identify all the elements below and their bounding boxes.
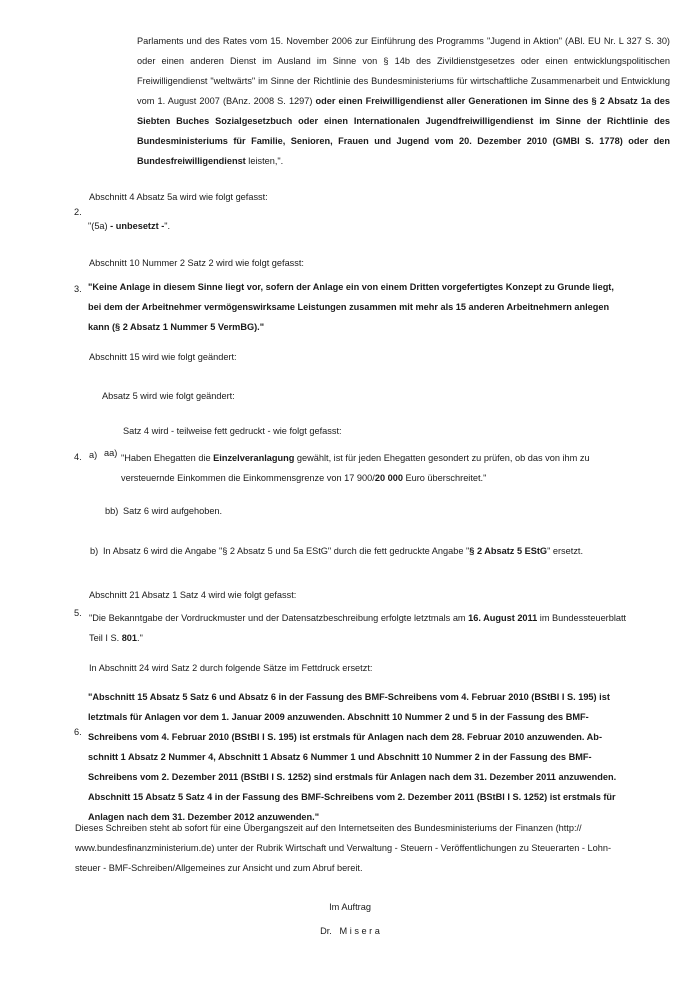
item-4-subheader: Absatz 5 wird wie folgt geändert: — [102, 391, 235, 401]
item-4-content-bb: Satz 6 wird aufgehoben. — [123, 506, 223, 516]
item-4-marker-b: b) — [90, 546, 99, 556]
item-4-number: 4. — [74, 452, 82, 462]
item-5-header: Abschnitt 21 Absatz 1 Satz 4 wird wie folgt gefasst: — [89, 590, 297, 600]
item-5-content: "Die Bekanntgabe der Vordruckmuster und der Datensatzbeschreibung erfolgte letztmals am 16. August 2011 im Bundessteuerblatt Teil I S. 801." — [89, 613, 627, 643]
item-4-marker-aa: aa) — [104, 448, 118, 458]
item-2-content: "(5a) - unbesetzt -". — [88, 221, 171, 231]
item-4-marker-a: a) — [89, 450, 98, 460]
item-6-header: In Abschnitt 24 wird Satz 2 durch folgende Sätze im Fettdruck ersetzt: — [89, 663, 373, 673]
item-5-number: 5. — [74, 608, 82, 618]
item-2-header: Abschnitt 4 Absatz 5a wird wie folgt gefasst: — [89, 192, 268, 202]
item-4-header: Abschnitt 15 wird wie folgt geändert: — [89, 352, 237, 362]
intro-paragraph: Parlaments und des Rates vom 15. November 2006 zur Einführung des Programms "Jugend in Aktion" (ABl. EU Nr. L 327 S. 30) oder einen anderen Dienst im Ausland im Sinne von § 14b des Zivildienstgesetzes oder einen entwicklungspolitischen Freiwilligendienst "weltwärts" im Sinne der Richtlinie des Bundesministeriums für wirtschaftliche Zusammenarbeit und Entwicklung vom 1. August 2007 (BAnz. 2008 S. 1297) oder einen Freiwilligendienst aller Generationen im Sinne des § 2 Absatz 1a des Siebten Buches Sozialgesetzbuch oder einen Internationalen Jugendfreiwilligendienst im Sinne der Richtlinie des Bundesministeriums für Familie, Senioren, Frauen und Jugend vom 20. Dezember 2010 (GMBl S. 1778) oder den Bundesfreiwilligendienst leisten,". — [137, 36, 670, 166]
item-4-row-bb — [105, 501, 645, 521]
on-behalf-line: Im Auftrag — [329, 902, 371, 912]
item-2-number: 2. — [74, 207, 82, 217]
availability-paragraph: Dieses Schreiben steht ab sofort für eine Übergangszeit auf den Internetseiten des Bundesministeriums der Finanzen (http://​www.bundesfinanzministerium.de) unter der Rubrik Wirtschaft und Verwaltung - Steuern - Veröffentlichungen zu Steuerarten - Lohnsteuer - BMF-Schreiben/Allgemeines zur Ansicht und zum Abruf bereit. — [75, 823, 612, 873]
item-4-row-b — [90, 541, 650, 561]
item-4-subsubheader: Satz 4 wird - teilweise fett gedruckt - wie folgt gefasst: — [123, 426, 342, 436]
item-4-content-aa: "Haben Ehegatten die Einzelveranlagung gewählt, ist für jeden Ehegatten gesondert zu prüfen, ob das von ihm zu versteuernde Einkommen die Einkommensgrenze von 17 900/20 000 Euro überschreitet." — [121, 453, 590, 483]
item-4-content-b: In Absatz 6 wird die Angabe "§ 2 Absatz 5 und 5a EStG" durch die fett gedruckte Angabe "§ 2 Absatz 5 EStG" ersetzt. — [103, 546, 584, 556]
item-3-header: Abschnitt 10 Nummer 2 Satz 2 wird wie folgt gefasst: — [89, 258, 304, 268]
signature-line: Dr. M i s e r a — [320, 926, 380, 936]
item-3-content: "Keine Anlage in diesem Sinne liegt vor, sofern der Anlage ein von einem Dritten vorgefertigtes Konzept zu Grunde liegt, bei dem der Arbeitnehmer vermögenswirksame Leistungen zusammen mit mehr als 15 anderen Arbeitnehmern anlegen kann (§ 2 Absatz 1 Nummer 5 VermBG)." — [88, 282, 614, 332]
item-6-content: "Abschnitt 15 Absatz 5 Satz 6 und Absatz 6 in der Fassung des BMF-Schreibens vom 4. Februar 2010 (BStBl I S. 195) ist letztmals für Anlagen vor dem 1. Januar 2009 anzuwenden. Abschnitt 10 Nummer 2 und 5 in der Fassung des BMF-Schreibens vom 4. Februar 2010 (BStBl I S. 195) ist erstmals für Anlagen nach dem 28. Februar 2010 anzuwenden. Abschnitt 1 Absatz 2 Nummer 4, Abschnitt 1 Absatz 6 Nummer 1 und Abschnitt 10 Nummer 2 in der Fassung des BMF-Schreibens vom 2. Dezember 2011 (BStBl I S. 1252) sind erstmals für Anlagen nach dem 31. Dezember 2011 anzuwenden. Abschnitt 15 Absatz 5 Satz 4 in der Fassung des BMF-Schreibens vom 2. Dezember 2011 (BStBl I S. 1252) ist erstmals für Anlagen nach dem 31. Dezember 2012 anzuwenden." — [88, 692, 617, 822]
item-6-number: 6. — [74, 727, 82, 737]
item-4-marker-bb: bb) — [105, 506, 119, 516]
item-3-number: 3. — [74, 284, 82, 294]
